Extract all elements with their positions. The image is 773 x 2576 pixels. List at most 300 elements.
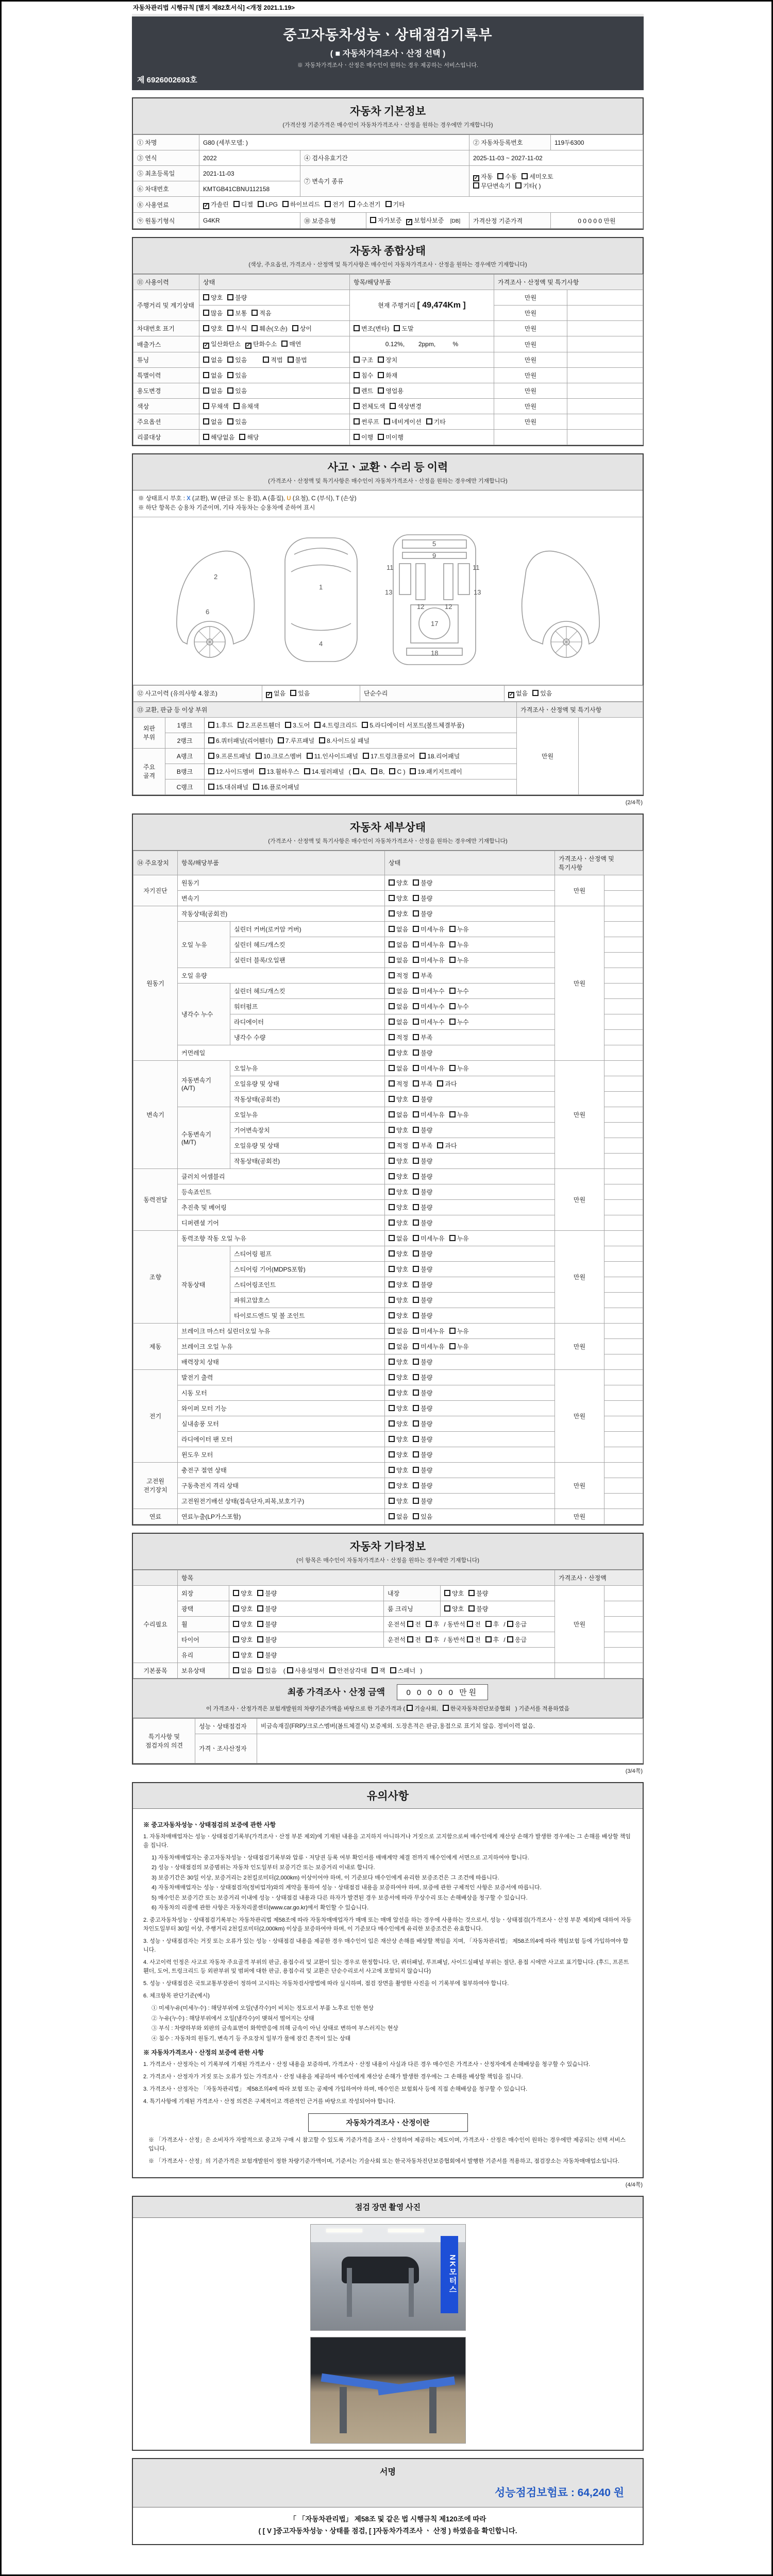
checkbox[interactable]	[203, 310, 209, 316]
notice-line: 3) 보증기간은 30일 이상, 보증거리는 2천킬로미터(2,000km) 이상이어야 하며, 이 기준보다 매수인에게 유리한 보증조건은 그 조건에 따릅니다.	[152, 1874, 499, 1881]
checkbox[interactable]	[281, 341, 288, 347]
note-cell	[604, 1261, 643, 1277]
checkbox[interactable]	[467, 1636, 473, 1642]
state-options	[199, 399, 350, 414]
plain-text: (	[348, 768, 351, 775]
checkbox[interactable]	[419, 753, 426, 759]
state-options	[385, 890, 555, 906]
checkbox[interactable]	[233, 1605, 239, 1612]
section-overall-title: 자동차 종합상태	[349, 245, 426, 257]
checkbox[interactable]	[413, 1513, 419, 1519]
note-cell	[604, 1385, 643, 1400]
checkbox-option: 양호	[389, 879, 408, 887]
checkbox[interactable]	[407, 1621, 413, 1627]
checkbox[interactable]	[413, 1173, 419, 1179]
checkbox-option: 11.인사이드패널	[307, 753, 358, 760]
checkbox[interactable]	[389, 1467, 395, 1473]
checkbox-option: 부족	[413, 1142, 432, 1149]
item-label: 타이로드엔드 및 볼 조인트	[230, 1308, 385, 1323]
checkbox[interactable]	[413, 1405, 419, 1411]
checkbox-option: 적법	[263, 357, 282, 364]
checkbox-option: 기타	[385, 201, 405, 208]
checkbox[interactable]	[437, 1080, 443, 1087]
item-label: 스티어링 펌프	[230, 1246, 385, 1261]
checkbox[interactable]	[208, 753, 214, 759]
checkbox[interactable]	[449, 941, 456, 947]
checkbox[interactable]	[203, 403, 209, 409]
checkbox[interactable]	[378, 372, 384, 378]
checkbox-option: 변조(변타)	[354, 325, 389, 332]
opinions-label: 특기사항 및 점검자의 의견	[133, 1718, 195, 1763]
checkbox[interactable]	[444, 1590, 450, 1596]
checkbox[interactable]	[389, 1142, 395, 1148]
checkbox[interactable]	[285, 722, 291, 728]
checkbox[interactable]	[227, 357, 233, 363]
checkbox[interactable]	[467, 1621, 473, 1627]
note-cell	[604, 1493, 643, 1509]
checkbox[interactable]	[389, 1498, 395, 1504]
checkbox[interactable]	[251, 325, 258, 331]
checkbox[interactable]	[413, 1019, 419, 1025]
checkbox[interactable]	[362, 722, 368, 728]
checkbox[interactable]	[389, 1250, 395, 1257]
checkbox[interactable]	[394, 325, 400, 331]
checkbox[interactable]	[363, 753, 369, 759]
checkbox[interactable]	[413, 1389, 419, 1396]
checkbox[interactable]	[203, 294, 209, 300]
checkbox-option: 해당없음	[203, 434, 234, 441]
checkbox[interactable]	[325, 201, 331, 207]
checkbox[interactable]	[389, 1359, 395, 1365]
checkbox[interactable]: ✓	[267, 691, 272, 698]
checkbox[interactable]	[233, 201, 240, 207]
checkbox[interactable]	[413, 1312, 419, 1318]
checkbox[interactable]	[389, 926, 395, 932]
checkbox[interactable]	[227, 310, 233, 316]
price-cell: 만원	[494, 368, 567, 383]
checkbox[interactable]	[413, 1281, 419, 1287]
checkbox[interactable]	[449, 1343, 456, 1349]
state-options	[385, 1447, 555, 1462]
checkbox[interactable]	[227, 294, 233, 300]
checkbox[interactable]	[522, 173, 528, 179]
checkbox[interactable]	[389, 1127, 395, 1133]
checkbox[interactable]	[389, 1065, 395, 1071]
checkbox[interactable]	[227, 418, 233, 425]
sub-group-label: 작동상태	[178, 1246, 230, 1323]
checkbox[interactable]	[378, 357, 384, 363]
checkbox[interactable]	[413, 1189, 419, 1195]
checkbox[interactable]	[413, 1498, 419, 1504]
checkbox[interactable]	[413, 1096, 419, 1102]
checkbox[interactable]	[389, 768, 395, 774]
checkbox-option: 미세누유	[413, 1328, 444, 1335]
checkbox-option: ✓ 없음	[509, 689, 528, 698]
checkbox[interactable]	[426, 1621, 432, 1627]
checkbox[interactable]	[413, 1266, 419, 1272]
checkbox-option: 하이브리드	[282, 201, 320, 208]
signature-top	[133, 2459, 643, 2507]
checkbox[interactable]	[389, 1049, 395, 1056]
checkbox[interactable]	[239, 434, 245, 440]
page-marker-3: (3/4쪽)	[625, 1768, 643, 1774]
checkbox[interactable]	[410, 768, 416, 774]
checkbox[interactable]	[233, 1621, 239, 1627]
legend-part: (판금 또는 용접),	[216, 496, 263, 502]
checkbox-option: 불량	[413, 1173, 432, 1180]
checkbox-option: 양호	[389, 1158, 408, 1165]
notice-line: 1. 자동차매매업자는 성능ㆍ상태점검기록부(가격조사ㆍ산정 부분 제외)에 기재된 내용을 고지하지 아니하거나 거짓으로 고지함으로써 매수인에게 재산상 손해가 발생한 경우에는 그 손해를 배상할 책임을 집니다.	[143, 1833, 631, 1849]
checkbox[interactable]	[319, 737, 325, 743]
column-header: 항목/해당부품	[350, 275, 494, 290]
checkbox[interactable]	[203, 357, 209, 363]
checkbox[interactable]	[413, 1065, 419, 1071]
checkbox-option: 불량	[413, 1266, 432, 1273]
checkbox[interactable]	[413, 1482, 419, 1488]
checkbox[interactable]: ✓	[204, 343, 209, 348]
document-subtitle-note: ※ 자동차가격조사ㆍ산정은 매수인이 원하는 경우 제공하는 서비스입니다.	[297, 62, 479, 69]
checkbox[interactable]	[413, 1158, 419, 1164]
field-label: ② 자동차등록번호	[469, 135, 551, 150]
checkbox[interactable]	[449, 988, 456, 994]
item-label: 추진축 및 베어링	[178, 1199, 385, 1215]
checkbox[interactable]	[468, 1605, 475, 1612]
checkbox[interactable]	[233, 1667, 239, 1673]
checkbox[interactable]	[413, 1328, 419, 1334]
checkbox[interactable]	[208, 722, 214, 728]
checkbox[interactable]	[378, 387, 384, 394]
price-cell: 만원	[555, 1369, 604, 1462]
checkbox[interactable]	[413, 1343, 419, 1349]
checkbox[interactable]	[389, 1173, 395, 1179]
checkbox[interactable]	[233, 1636, 239, 1642]
checkbox[interactable]	[385, 201, 392, 207]
checkbox[interactable]	[287, 1667, 293, 1673]
inspector-comment: 비금속재질(FRP)/크로스멤버(볼트체결식) 보증제외. 도장흔적은 판금,용접으로 표기치 않음. 정비이력 없음.	[257, 1718, 643, 1734]
checkbox[interactable]	[290, 690, 296, 696]
checkbox-option: 불량	[413, 1312, 432, 1319]
checkbox[interactable]	[389, 941, 395, 947]
item-label: 워터펌프	[230, 998, 385, 1014]
checkbox[interactable]	[263, 357, 269, 363]
checkbox[interactable]	[354, 418, 360, 425]
field-value: 2025-11-03 ~ 2027-11-02	[469, 150, 643, 166]
checkbox[interactable]	[449, 1235, 456, 1241]
checkbox[interactable]	[413, 1250, 419, 1257]
checkbox[interactable]	[203, 418, 209, 425]
state-options	[385, 1230, 555, 1246]
checkbox[interactable]	[413, 1049, 419, 1056]
checkbox-option: 양호	[233, 1652, 253, 1659]
checkbox[interactable]	[371, 768, 377, 774]
section-basic-header	[133, 98, 643, 134]
checkbox-option: 부족	[413, 1034, 432, 1041]
checkbox[interactable]	[449, 1111, 456, 1117]
checkbox[interactable]	[413, 988, 419, 994]
checkbox[interactable]	[227, 387, 233, 394]
price-cell: 만원	[555, 1323, 604, 1369]
checkbox[interactable]	[203, 372, 209, 378]
note-cell	[567, 383, 643, 399]
checkbox[interactable]	[449, 1019, 456, 1025]
checkbox[interactable]	[449, 1065, 456, 1071]
checkbox[interactable]	[413, 1359, 419, 1365]
checkbox[interactable]	[251, 310, 258, 316]
checkbox[interactable]	[233, 1590, 239, 1596]
checkbox-option: 디젤	[233, 201, 253, 208]
checkbox[interactable]	[407, 1705, 413, 1711]
checkbox[interactable]	[389, 1281, 395, 1287]
checkbox[interactable]	[444, 1605, 450, 1612]
checkbox[interactable]	[426, 418, 432, 425]
checkbox[interactable]	[203, 387, 209, 394]
checkbox-option: 수동	[497, 173, 517, 180]
checkbox[interactable]	[307, 753, 313, 759]
checkbox[interactable]	[354, 387, 360, 394]
checkbox[interactable]	[389, 1513, 395, 1519]
checkbox[interactable]	[389, 1312, 395, 1318]
checkbox-option: 없음	[389, 1513, 408, 1520]
checkbox[interactable]	[389, 1219, 395, 1226]
field-value: 2021-11-03	[199, 166, 300, 181]
checkbox-option: 14.필러패널	[304, 768, 344, 775]
checkbox[interactable]	[413, 1297, 419, 1303]
simple-repair-options	[505, 685, 643, 701]
checkbox-option: 없음	[389, 1019, 408, 1026]
checkbox[interactable]	[256, 753, 262, 759]
checkbox[interactable]	[390, 1667, 396, 1673]
checkbox[interactable]	[413, 1204, 419, 1210]
checkbox[interactable]	[354, 372, 360, 378]
checkbox[interactable]	[449, 926, 456, 932]
checkbox[interactable]	[413, 1034, 419, 1040]
photo1-lamp	[388, 2229, 424, 2232]
checkbox[interactable]	[413, 1467, 419, 1473]
checkbox[interactable]	[389, 1111, 395, 1117]
section-accident-header	[133, 454, 643, 490]
checkbox[interactable]	[304, 768, 310, 774]
checkbox[interactable]	[389, 1204, 395, 1210]
checkbox-option: 세미오토	[522, 173, 553, 180]
checkbox-option: 7.루프패널	[278, 737, 314, 744]
checkbox[interactable]	[389, 1451, 395, 1458]
checkbox[interactable]	[413, 941, 419, 947]
accident-history-tables	[133, 685, 643, 795]
checkbox[interactable]	[389, 1374, 395, 1380]
car-outline-diagram-svg	[156, 522, 620, 677]
checkbox[interactable]	[468, 1590, 475, 1596]
checkbox[interactable]	[389, 1034, 395, 1040]
checkbox[interactable]	[282, 201, 289, 207]
checkbox[interactable]	[389, 1019, 395, 1025]
checkbox[interactable]	[413, 972, 419, 978]
checkbox[interactable]	[389, 1158, 395, 1164]
checkbox[interactable]	[532, 690, 539, 696]
checkbox[interactable]	[257, 1621, 263, 1627]
checkbox[interactable]	[413, 1142, 419, 1148]
checkbox[interactable]	[413, 895, 419, 901]
checkbox[interactable]	[497, 173, 503, 179]
checkbox[interactable]	[485, 1621, 492, 1627]
checkbox-option: 누유	[449, 1343, 469, 1350]
checkbox[interactable]	[389, 1235, 395, 1241]
checkbox[interactable]	[485, 1636, 492, 1642]
checkbox[interactable]	[413, 1003, 419, 1009]
checkbox[interactable]	[413, 1420, 419, 1427]
notice-line: 3. 가격조사ㆍ산정자는 「자동차관리법」 제58조의4에 따라 보험 또는 공제에 가입하여야 하며, 매수인은 보험회사 등에 직접 손해배상을 청구할 수 있습니다.	[143, 2086, 528, 2093]
checkbox[interactable]	[389, 1343, 395, 1349]
price-cell: 만원	[555, 1060, 604, 1168]
checkbox[interactable]	[257, 1652, 263, 1658]
checkbox[interactable]	[413, 1127, 419, 1133]
checkbox[interactable]	[507, 1636, 513, 1642]
checkbox[interactable]	[257, 1590, 263, 1596]
checkbox[interactable]	[473, 182, 479, 189]
checkbox[interactable]	[389, 1189, 395, 1195]
checkbox[interactable]	[203, 325, 209, 331]
checkbox[interactable]	[354, 325, 360, 331]
checkbox[interactable]	[378, 434, 384, 440]
price-cell: 만원	[555, 1509, 604, 1524]
checkbox[interactable]	[389, 1482, 395, 1488]
checkbox[interactable]	[278, 737, 284, 743]
checkbox[interactable]	[353, 768, 359, 774]
checkbox[interactable]	[253, 784, 259, 790]
checkbox[interactable]	[354, 434, 360, 440]
checkbox[interactable]	[413, 957, 419, 963]
checkbox[interactable]	[389, 1389, 395, 1396]
checkbox[interactable]	[257, 1605, 263, 1612]
checkbox[interactable]	[389, 1003, 395, 1009]
checkbox[interactable]	[389, 1420, 395, 1427]
checkbox[interactable]	[233, 1652, 239, 1658]
checkbox[interactable]	[413, 1111, 419, 1117]
notice-line: 2) 성능ㆍ상태점검의 보증범위는 자동차 인도일부터 보증기간 또는 보증거리 이내로 합니다.	[152, 1865, 375, 1871]
checkbox[interactable]	[354, 357, 360, 363]
checkbox[interactable]	[288, 357, 294, 363]
checkbox[interactable]	[507, 1621, 513, 1627]
checkbox[interactable]	[257, 1636, 263, 1642]
checkbox-option: 이행	[354, 434, 373, 441]
checkbox[interactable]	[389, 1096, 395, 1102]
checkbox[interactable]	[384, 418, 390, 425]
checkbox[interactable]	[413, 879, 419, 886]
checkbox[interactable]	[372, 1667, 378, 1673]
checkbox[interactable]: ✓	[474, 175, 479, 181]
row-label: 주행거리 및 계기상태	[133, 290, 199, 321]
checkbox-option: 응급	[507, 1636, 527, 1643]
checkbox[interactable]	[413, 910, 419, 917]
checkbox[interactable]	[389, 957, 395, 963]
item-label: 스티어링조인트	[230, 1277, 385, 1292]
checkbox[interactable]	[413, 1235, 419, 1241]
checkbox[interactable]	[413, 1219, 419, 1226]
checkbox[interactable]	[413, 1436, 419, 1442]
checkbox[interactable]	[389, 1297, 395, 1303]
confirmation-line-1: 「 「자동차관리법」 제58조 및 같은 법 시행규칙 제120조에 따라	[289, 2515, 486, 2523]
checkbox[interactable]	[389, 879, 395, 886]
checkbox[interactable]	[259, 768, 265, 774]
checkbox[interactable]	[389, 988, 395, 994]
checkbox[interactable]	[314, 722, 321, 728]
checkbox[interactable]	[208, 737, 214, 743]
checkbox[interactable]	[257, 1667, 263, 1673]
checkbox-option: 불량	[413, 1374, 432, 1381]
checkbox-option: C )	[389, 768, 405, 775]
checkbox[interactable]	[349, 201, 355, 207]
checkbox-option: 양호	[233, 1636, 253, 1643]
note-cell	[604, 1246, 643, 1261]
checkbox[interactable]	[389, 1080, 395, 1087]
checkbox[interactable]	[413, 1451, 419, 1458]
note-cell	[567, 430, 643, 445]
checkbox[interactable]	[443, 1705, 449, 1711]
checkbox[interactable]: ✓	[246, 343, 251, 348]
checkbox[interactable]	[389, 1266, 395, 1272]
checkbox[interactable]	[426, 1636, 432, 1642]
checkbox[interactable]	[208, 784, 214, 790]
checkbox-option: 자가보증	[370, 217, 401, 224]
checkbox[interactable]	[413, 1374, 419, 1380]
checkbox-option: 한국자동차진단보증협회	[443, 1706, 511, 1712]
checkbox[interactable]	[370, 217, 376, 223]
checkbox[interactable]	[413, 1080, 419, 1087]
checkbox[interactable]	[258, 201, 264, 207]
checkbox[interactable]	[389, 895, 395, 901]
checkbox[interactable]	[203, 434, 209, 440]
notice-line: 4) 자동차매매업자는 성능ㆍ상태점검자(정비업자)와의 계약을 통하여 성능ㆍ상태점검 내용을 보증하여야 하며, 보증에 관한 구체적인 사항은 보증서에 따릅니다.	[152, 1885, 542, 1891]
checkbox[interactable]	[389, 972, 395, 978]
checkbox[interactable]: ✓	[204, 203, 209, 209]
checkbox[interactable]	[292, 325, 298, 331]
checkbox[interactable]	[449, 957, 456, 963]
checkbox[interactable]	[515, 182, 522, 189]
checkbox[interactable]	[407, 1636, 413, 1642]
state-options	[199, 321, 350, 336]
checkbox[interactable]	[354, 403, 360, 409]
photo1-lamp	[326, 2229, 362, 2232]
checkbox[interactable]: ✓	[407, 219, 412, 225]
checkbox[interactable]	[329, 1667, 335, 1673]
state-options	[385, 906, 555, 921]
checkbox[interactable]	[390, 403, 396, 409]
note-cell	[604, 1663, 643, 1678]
checkbox[interactable]	[389, 1405, 395, 1411]
row-label: 차대번호 표기	[133, 321, 199, 336]
table-row	[133, 1462, 643, 1478]
checkbox[interactable]	[389, 1436, 395, 1442]
checkbox[interactable]	[413, 926, 419, 932]
checkbox[interactable]	[233, 403, 240, 409]
checkbox[interactable]	[389, 910, 395, 917]
checkbox-option: 미세누유	[413, 941, 444, 948]
note-cell	[604, 1416, 643, 1431]
checkbox[interactable]	[208, 768, 214, 774]
checkbox[interactable]: ✓	[509, 691, 514, 698]
checkbox[interactable]	[227, 372, 233, 378]
note-cell	[604, 1014, 643, 1029]
checkbox-option: 있음	[532, 690, 552, 697]
field-label: ⑩ 보증유형	[300, 213, 366, 229]
checkbox[interactable]	[437, 1142, 443, 1148]
checkbox[interactable]	[238, 722, 244, 728]
checkbox[interactable]	[227, 325, 233, 331]
notice-line: ④ 침수 : 자동차의 원동기, 변속기 등 주요장치 일부가 물에 잠긴 흔적이 있는 상태	[152, 2035, 351, 2042]
checkbox[interactable]	[449, 1003, 456, 1009]
checkbox[interactable]	[389, 1328, 395, 1334]
checkbox[interactable]	[449, 1328, 456, 1334]
state-options	[199, 368, 350, 383]
